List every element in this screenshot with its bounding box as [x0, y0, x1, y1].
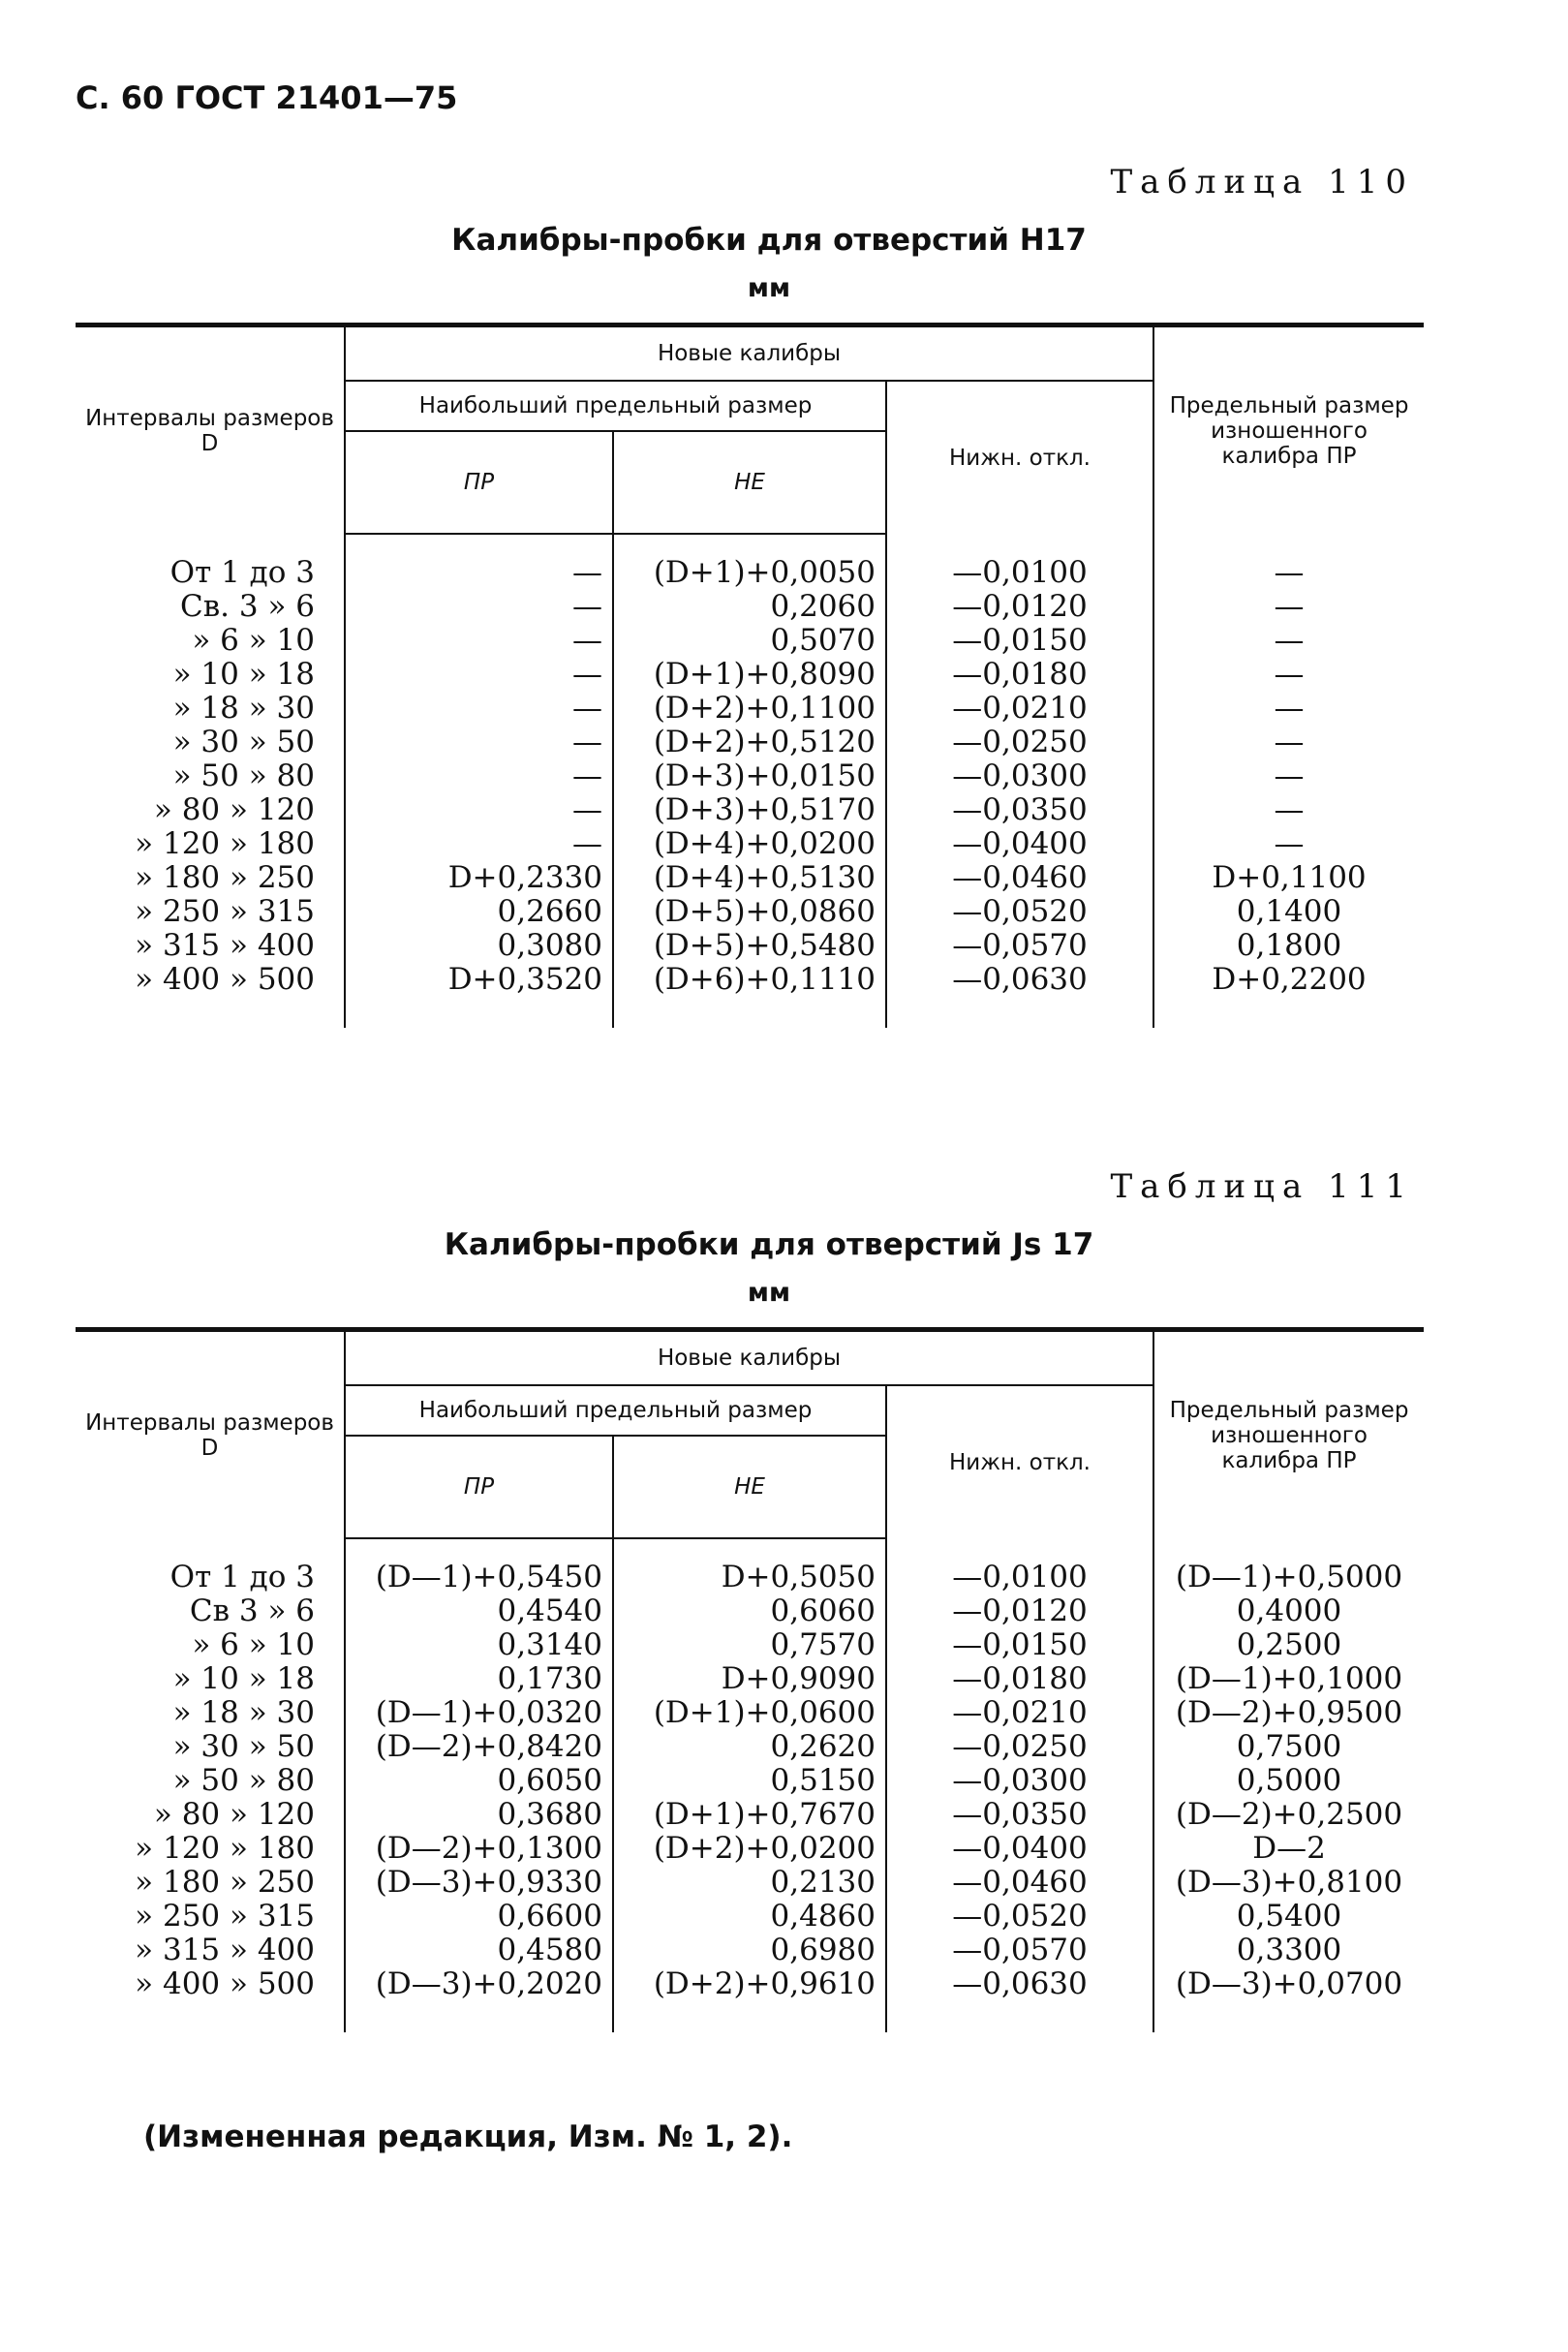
- header-max-limit: Наибольший предельный размер: [345, 1385, 886, 1436]
- lower-deviation-cell: —0,0120: [886, 590, 1153, 624]
- table-row: [76, 1561, 1424, 1594]
- lower-deviation-cell: —0,0400: [886, 827, 1153, 861]
- table-row: [76, 1832, 1424, 1866]
- spacer-cell: [345, 534, 613, 556]
- table-row: [76, 1594, 1424, 1628]
- header-lower-deviation: Нижн. откл.: [886, 1385, 1153, 1538]
- lower-deviation-cell: —0,0250: [886, 1730, 1153, 1764]
- gauge-table: [76, 323, 1424, 1028]
- table-row: [76, 895, 1424, 929]
- table-number: Таблица 110: [1110, 163, 1414, 201]
- interval-cell: » 10 » 18: [172, 657, 315, 692]
- table-row: [76, 1866, 1424, 1900]
- interval-cell: » 18 » 30: [172, 691, 315, 726]
- lower-deviation-cell: —0,0150: [886, 624, 1153, 658]
- interval-cell: » 400 » 500: [135, 962, 315, 997]
- ne-cell: 0,6980: [613, 1934, 886, 1967]
- interval-cell: Св 3 » 6: [189, 1594, 315, 1628]
- worn-limit-cell: D+0,2200: [1153, 963, 1424, 997]
- ne-cell: (D+3)+0,0150: [613, 759, 886, 793]
- lower-deviation-cell: —0,0350: [886, 1798, 1153, 1832]
- pr-cell: 0,3140: [345, 1628, 613, 1662]
- ne-cell: (D+2)+0,0200: [613, 1832, 886, 1866]
- interval-cell: » 80 » 120: [153, 792, 315, 827]
- pr-cell: —: [345, 692, 613, 726]
- header-pr: ПР: [345, 431, 613, 534]
- ne-cell: (D+1)+0,0050: [613, 556, 886, 590]
- table-row: [76, 793, 1424, 827]
- worn-limit-cell: (D—2)+0,9500: [1153, 1696, 1424, 1730]
- ne-cell: (D+6)+0,1110: [613, 963, 886, 997]
- worn-limit-cell: 0,5400: [1153, 1900, 1424, 1934]
- header-worn-limit: Предельный размер изношенного калибра ПР: [1153, 1330, 1424, 1539]
- ne-cell: (D+4)+0,5130: [613, 861, 886, 895]
- header-max-limit: Наибольший предельный размер: [345, 381, 886, 431]
- spacer-cell: [76, 2001, 345, 2032]
- amendment-note: (Измененная редакция, Изм. № 1, 2).: [143, 2120, 793, 2154]
- header-worn-limit: Предельный размер изношенного калибра ПР: [1153, 325, 1424, 535]
- interval-cell: От 1 до 3: [169, 555, 315, 590]
- header-ne: НЕ: [613, 1436, 886, 1538]
- lower-deviation-cell: —0,0250: [886, 726, 1153, 759]
- lower-deviation-cell: —0,0100: [886, 556, 1153, 590]
- pr-cell: (D—2)+0,8420: [345, 1730, 613, 1764]
- table-row: [76, 726, 1424, 759]
- worn-limit-cell: D+0,1100: [1153, 861, 1424, 895]
- spacer-row: [76, 534, 1424, 556]
- table-units: мм: [747, 1278, 791, 1308]
- worn-limit-cell: (D—1)+0,1000: [1153, 1662, 1424, 1696]
- table-row: [76, 1967, 1424, 2001]
- pr-cell: —: [345, 624, 613, 658]
- interval-cell: » 50 » 80: [172, 1763, 315, 1798]
- worn-limit-cell: 0,1800: [1153, 929, 1424, 963]
- table-row: [76, 963, 1424, 997]
- spacer-cell: [1153, 997, 1424, 1028]
- worn-limit-cell: 0,2500: [1153, 1628, 1424, 1662]
- table-row: [76, 929, 1424, 963]
- pr-cell: (D—3)+0,2020: [345, 1967, 613, 2001]
- spacer-cell: [613, 1538, 886, 1561]
- worn-limit-cell: —: [1153, 759, 1424, 793]
- spacer-cell: [886, 1538, 1153, 1561]
- lower-deviation-cell: —0,0460: [886, 1866, 1153, 1900]
- interval-cell: » 50 » 80: [172, 758, 315, 793]
- spacer-cell: [76, 534, 345, 556]
- worn-limit-cell: 0,4000: [1153, 1594, 1424, 1628]
- pr-cell: 0,2660: [345, 895, 613, 929]
- ne-cell: 0,4860: [613, 1900, 886, 1934]
- ne-cell: (D+1)+0,7670: [613, 1798, 886, 1832]
- lower-deviation-cell: —0,0100: [886, 1561, 1153, 1594]
- interval-cell: » 250 » 315: [135, 894, 315, 929]
- worn-limit-cell: (D—3)+0,0700: [1153, 1967, 1424, 2001]
- spacer-cell: [1153, 534, 1424, 556]
- ne-cell: D+0,9090: [613, 1662, 886, 1696]
- pr-cell: —: [345, 590, 613, 624]
- pr-cell: D+0,3520: [345, 963, 613, 997]
- spacer-row: [76, 1538, 1424, 1561]
- interval-cell: » 315 » 400: [135, 928, 315, 963]
- spacer-cell: [886, 534, 1153, 556]
- pr-cell: 0,6600: [345, 1900, 613, 1934]
- table-row: [76, 624, 1424, 658]
- spacer-cell: [613, 2001, 886, 2032]
- spacer-cell: [345, 1538, 613, 1561]
- worn-limit-cell: —: [1153, 692, 1424, 726]
- ne-cell: (D+1)+0,8090: [613, 658, 886, 692]
- spacer-cell: [613, 534, 886, 556]
- interval-cell: » 180 » 250: [135, 860, 315, 895]
- table-row: [76, 1696, 1424, 1730]
- table-title: Калибры-пробки для отверстий Js 17: [444, 1227, 1094, 1262]
- worn-limit-cell: —: [1153, 658, 1424, 692]
- spacer-cell: [886, 997, 1153, 1028]
- table-row: [76, 590, 1424, 624]
- ne-cell: (D+5)+0,5480: [613, 929, 886, 963]
- pr-cell: —: [345, 726, 613, 759]
- spacer-cell: [613, 997, 886, 1028]
- pr-cell: —: [345, 556, 613, 590]
- interval-cell: » 30 » 50: [172, 725, 315, 759]
- pr-cell: 0,1730: [345, 1662, 613, 1696]
- lower-deviation-cell: —0,0180: [886, 658, 1153, 692]
- spacer-cell: [76, 997, 345, 1028]
- spacer-row: [76, 2001, 1424, 2032]
- ne-cell: (D+2)+0,5120: [613, 726, 886, 759]
- interval-cell: » 18 » 30: [172, 1695, 315, 1730]
- pr-cell: 0,4540: [345, 1594, 613, 1628]
- table-row: [76, 827, 1424, 861]
- ne-cell: 0,7570: [613, 1628, 886, 1662]
- pr-cell: —: [345, 793, 613, 827]
- header-pr: ПР: [345, 1436, 613, 1538]
- worn-limit-cell: 0,1400: [1153, 895, 1424, 929]
- lower-deviation-cell: —0,0570: [886, 1934, 1153, 1967]
- interval-cell: » 10 » 18: [172, 1661, 315, 1696]
- worn-limit-cell: 0,3300: [1153, 1934, 1424, 1967]
- spacer-cell: [886, 2001, 1153, 2032]
- ne-cell: D+0,5050: [613, 1561, 886, 1594]
- ne-cell: 0,2620: [613, 1730, 886, 1764]
- gauge-table: [76, 1327, 1424, 2032]
- header-new-gauges: Новые калибры: [345, 325, 1153, 382]
- header-interval: Интервалы размеров D: [76, 1330, 345, 1539]
- lower-deviation-cell: —0,0300: [886, 759, 1153, 793]
- lower-deviation-cell: —0,0350: [886, 793, 1153, 827]
- ne-cell: (D+2)+0,9610: [613, 1967, 886, 2001]
- interval-cell: » 400 » 500: [135, 1966, 315, 2001]
- table-row: [76, 658, 1424, 692]
- pr-cell: 0,6050: [345, 1764, 613, 1798]
- header-ne: НЕ: [613, 431, 886, 534]
- ne-cell: (D+5)+0,0860: [613, 895, 886, 929]
- interval-cell: От 1 до 3: [169, 1560, 315, 1594]
- ne-cell: (D+4)+0,0200: [613, 827, 886, 861]
- spacer-cell: [345, 2001, 613, 2032]
- ne-cell: 0,5150: [613, 1764, 886, 1798]
- worn-limit-cell: —: [1153, 556, 1424, 590]
- pr-cell: 0,3680: [345, 1798, 613, 1832]
- worn-limit-cell: 0,7500: [1153, 1730, 1424, 1764]
- pr-cell: —: [345, 658, 613, 692]
- spacer-cell: [76, 1538, 345, 1561]
- lower-deviation-cell: —0,0150: [886, 1628, 1153, 1662]
- interval-cell: » 180 » 250: [135, 1865, 315, 1900]
- interval-cell: » 250 » 315: [135, 1899, 315, 1934]
- pr-cell: (D—1)+0,0320: [345, 1696, 613, 1730]
- table-row: [76, 1764, 1424, 1798]
- worn-limit-cell: (D—1)+0,5000: [1153, 1561, 1424, 1594]
- ne-cell: 0,2130: [613, 1866, 886, 1900]
- interval-cell: Св. 3 » 6: [179, 589, 315, 624]
- table-row: [76, 861, 1424, 895]
- table-110-block: [76, 163, 1424, 1028]
- pr-cell: 0,3080: [345, 929, 613, 963]
- ne-cell: 0,5070: [613, 624, 886, 658]
- lower-deviation-cell: —0,0400: [886, 1832, 1153, 1866]
- worn-limit-cell: 0,5000: [1153, 1764, 1424, 1798]
- interval-cell: » 120 » 180: [135, 826, 315, 861]
- spacer-cell: [345, 997, 613, 1028]
- table-row: [76, 759, 1424, 793]
- interval-cell: » 120 » 180: [135, 1831, 315, 1866]
- table-row: [76, 1730, 1424, 1764]
- ne-cell: (D+3)+0,5170: [613, 793, 886, 827]
- table-row: [76, 1934, 1424, 1967]
- worn-limit-cell: —: [1153, 827, 1424, 861]
- worn-limit-cell: D—2: [1153, 1832, 1424, 1866]
- lower-deviation-cell: —0,0300: [886, 1764, 1153, 1798]
- worn-limit-cell: —: [1153, 793, 1424, 827]
- ne-cell: (D+1)+0,0600: [613, 1696, 886, 1730]
- lower-deviation-cell: —0,0120: [886, 1594, 1153, 1628]
- worn-limit-cell: (D—3)+0,8100: [1153, 1866, 1424, 1900]
- interval-cell: » 6 » 10: [192, 1627, 315, 1662]
- ne-cell: (D+2)+0,1100: [613, 692, 886, 726]
- table-row: [76, 1662, 1424, 1696]
- ne-cell: 0,6060: [613, 1594, 886, 1628]
- worn-limit-cell: —: [1153, 590, 1424, 624]
- running-head: С. 60 ГОСТ 21401—75: [76, 79, 458, 116]
- table-row: [76, 692, 1424, 726]
- pr-cell: D+0,2330: [345, 861, 613, 895]
- pr-cell: —: [345, 827, 613, 861]
- pr-cell: (D—1)+0,5450: [345, 1561, 613, 1594]
- table-row: [76, 1628, 1424, 1662]
- table-number: Таблица 111: [1110, 1167, 1414, 1206]
- header-new-gauges: Новые калибры: [345, 1330, 1153, 1386]
- interval-cell: » 6 » 10: [192, 623, 315, 658]
- pr-cell: (D—2)+0,1300: [345, 1832, 613, 1866]
- lower-deviation-cell: —0,0210: [886, 692, 1153, 726]
- pr-cell: (D—3)+0,9330: [345, 1866, 613, 1900]
- interval-cell: » 30 » 50: [172, 1729, 315, 1764]
- table-units: мм: [747, 273, 791, 303]
- ne-cell: 0,2060: [613, 590, 886, 624]
- lower-deviation-cell: —0,0520: [886, 1900, 1153, 1934]
- interval-cell: » 80 » 120: [153, 1797, 315, 1832]
- worn-limit-cell: —: [1153, 624, 1424, 658]
- lower-deviation-cell: —0,0460: [886, 861, 1153, 895]
- worn-limit-cell: (D—2)+0,2500: [1153, 1798, 1424, 1832]
- spacer-cell: [1153, 2001, 1424, 2032]
- table-row: [76, 1900, 1424, 1934]
- spacer-row: [76, 997, 1424, 1028]
- header-lower-deviation: Нижн. откл.: [886, 381, 1153, 534]
- table-111-block: [76, 1167, 1424, 2032]
- lower-deviation-cell: —0,0180: [886, 1662, 1153, 1696]
- header-interval: Интервалы размеров D: [76, 325, 345, 535]
- lower-deviation-cell: —0,0630: [886, 963, 1153, 997]
- interval-cell: » 315 » 400: [135, 1933, 315, 1967]
- pr-cell: —: [345, 759, 613, 793]
- lower-deviation-cell: —0,0630: [886, 1967, 1153, 2001]
- pr-cell: 0,4580: [345, 1934, 613, 1967]
- lower-deviation-cell: —0,0570: [886, 929, 1153, 963]
- table-title: Калибры-пробки для отверстий Н17: [451, 223, 1087, 258]
- lower-deviation-cell: —0,0520: [886, 895, 1153, 929]
- table-row: [76, 556, 1424, 590]
- table-row: [76, 1798, 1424, 1832]
- spacer-cell: [1153, 1538, 1424, 1561]
- worn-limit-cell: —: [1153, 726, 1424, 759]
- lower-deviation-cell: —0,0210: [886, 1696, 1153, 1730]
